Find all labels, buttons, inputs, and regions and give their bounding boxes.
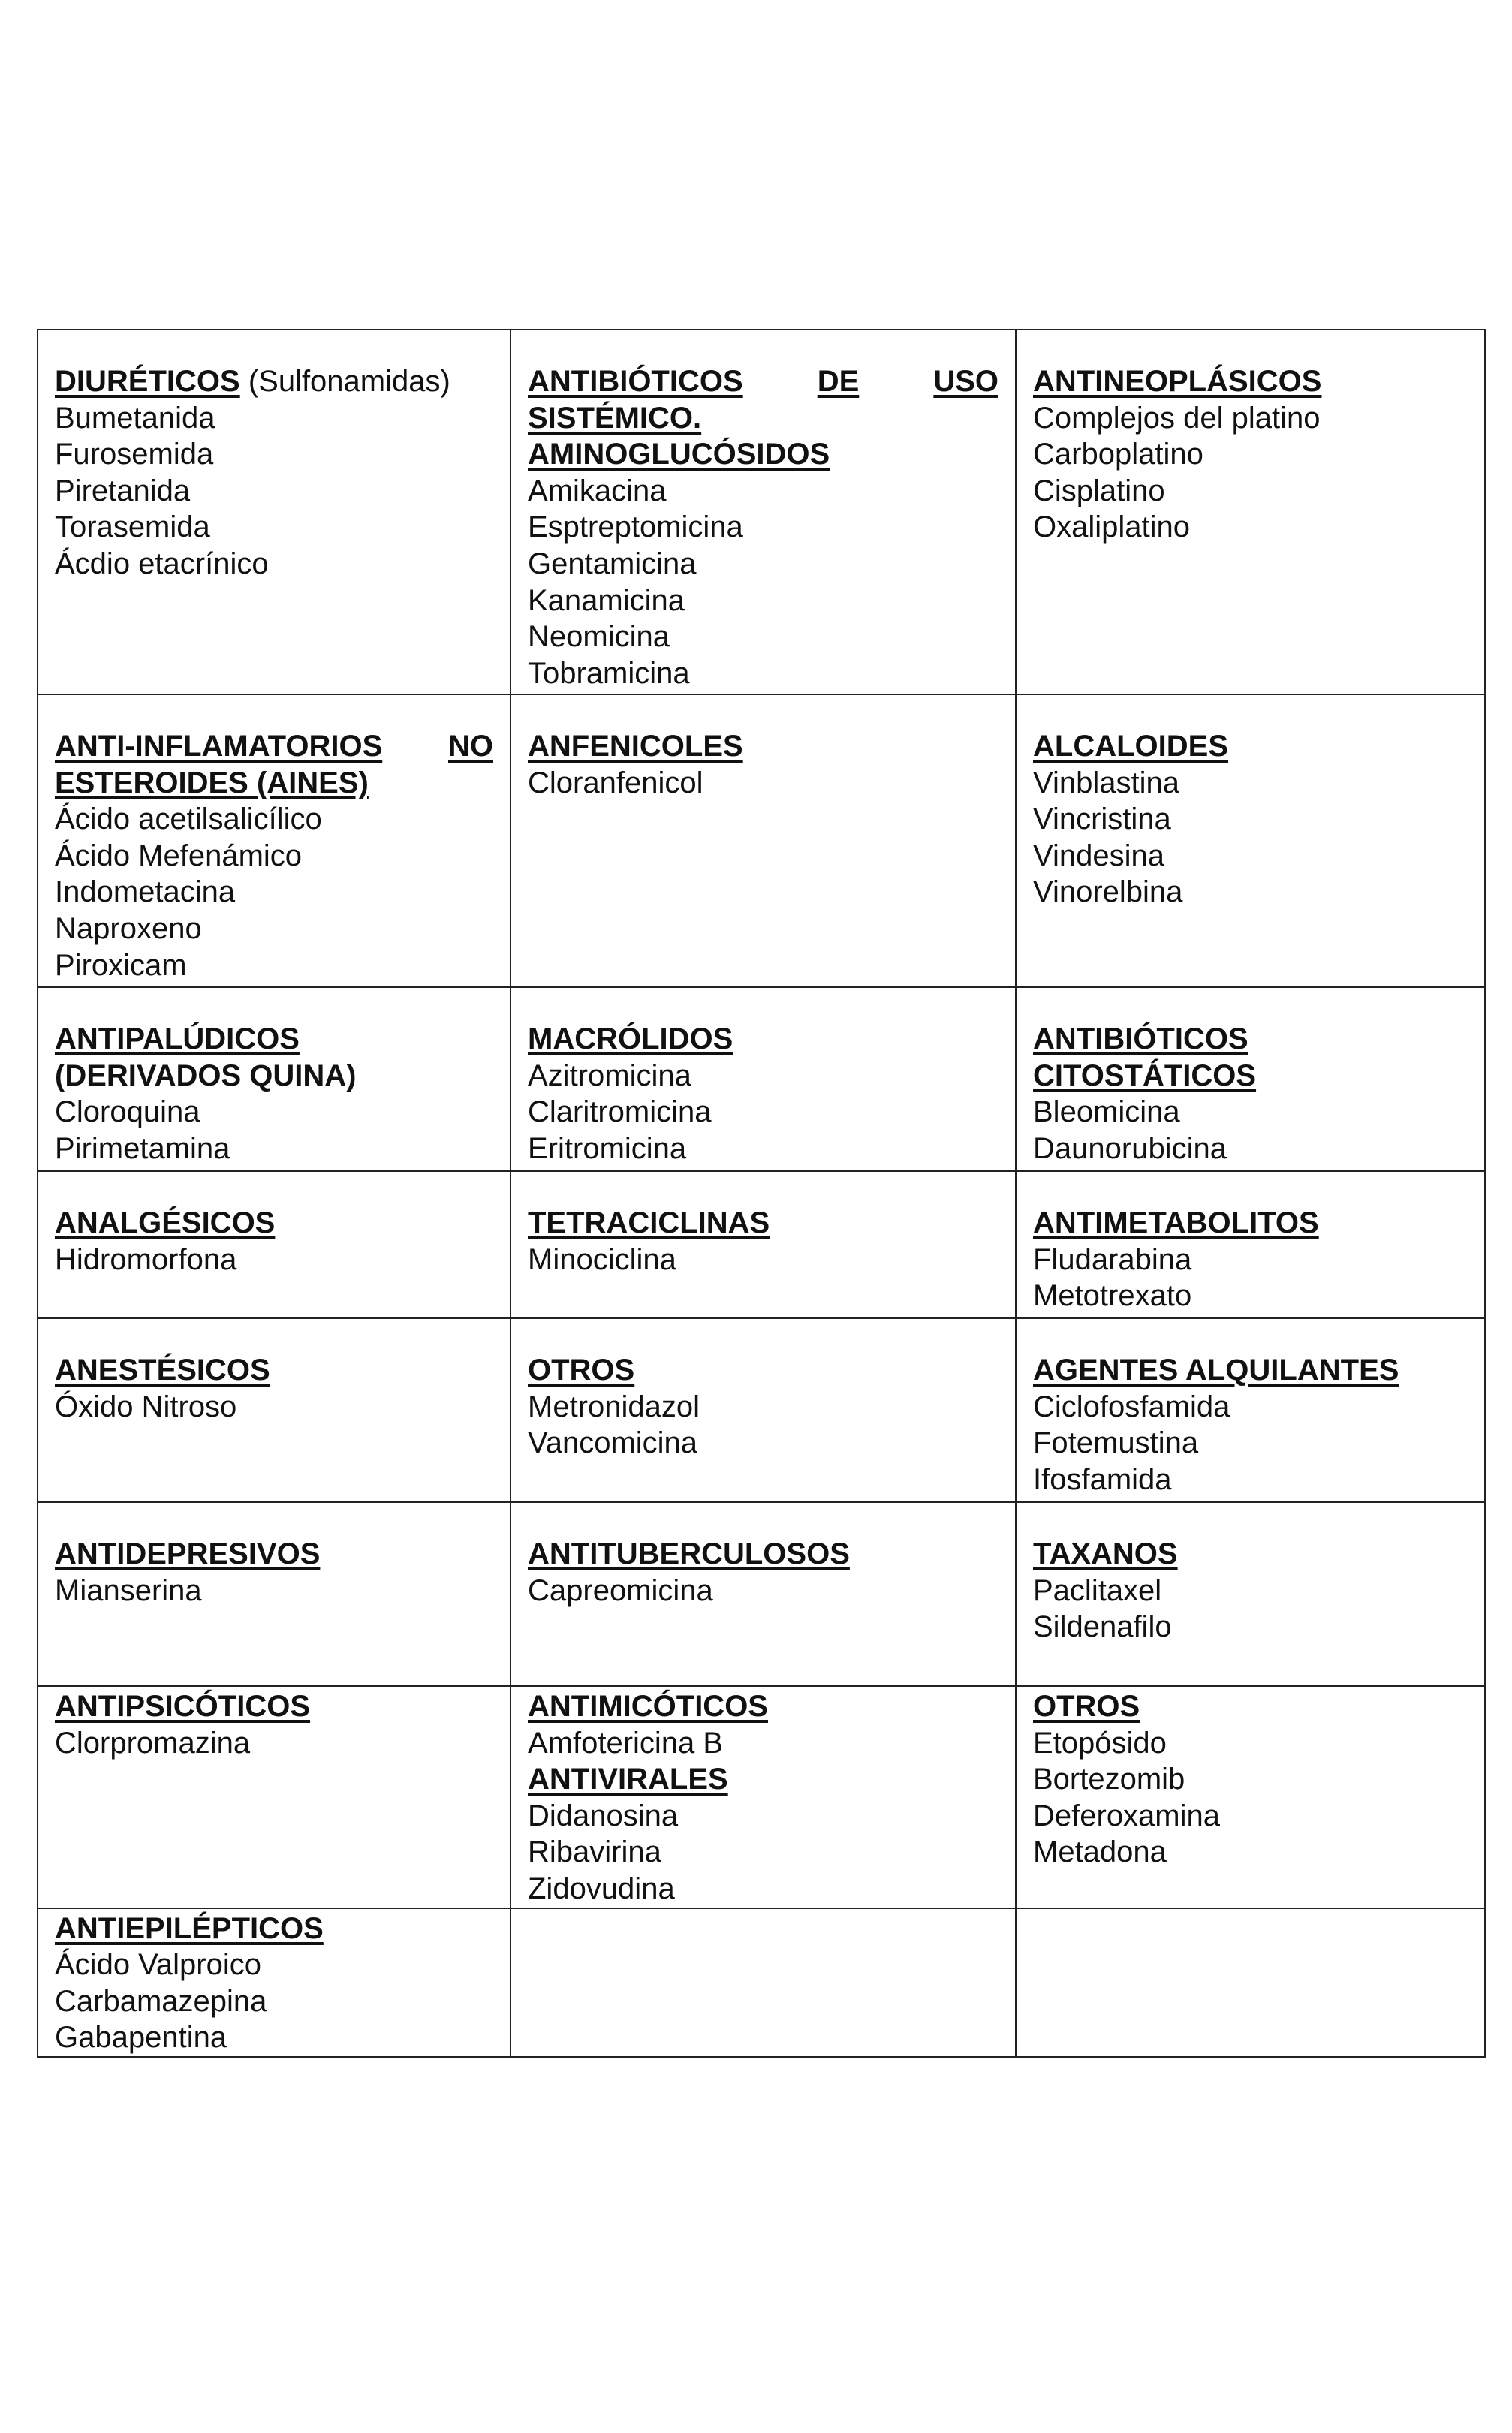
drug-item: Ifosfamida — [1033, 1462, 1172, 1496]
drug-item: Fludarabina — [1033, 1242, 1192, 1276]
drug-item: Piroxicam — [55, 948, 187, 982]
category-heading: CITOSTÁTICOS — [1033, 1058, 1257, 1092]
heading-word: ANTIBIÓTICOS — [528, 365, 743, 398]
drug-item: Naproxeno — [55, 911, 202, 945]
category-subheading: AMINOGLUCÓSIDOS — [528, 438, 830, 471]
drug-item: Metronidazol — [528, 1390, 700, 1423]
drug-item: Torasemida — [55, 510, 210, 544]
drug-item: Kanamicina — [528, 583, 685, 617]
category-heading: MACRÓLIDOS — [528, 1022, 733, 1055]
drug-item: Zidovudina — [528, 1871, 675, 1905]
drug-item: Minociclina — [528, 1242, 676, 1276]
heading-word: NO — [448, 730, 493, 763]
drug-item: Deferoxamina — [1033, 1799, 1221, 1832]
drug-list — [1033, 765, 1468, 911]
drug-list — [55, 1947, 493, 2056]
table-cell — [38, 330, 511, 694]
table-cell — [511, 694, 1016, 987]
heading-note: (Sulfonamidas) — [248, 365, 450, 398]
category-heading: ALCALOIDES — [1033, 730, 1228, 763]
drug-item: Sildenafilo — [1033, 1610, 1172, 1644]
table-cell — [1016, 1686, 1485, 1908]
table-cell — [511, 1686, 1016, 1908]
table-cell — [38, 1502, 511, 1686]
category-heading-justified — [528, 363, 998, 400]
category-heading: ANTITUBERCULOSOS — [528, 1537, 850, 1570]
drug-item: Vinorelbina — [1033, 875, 1183, 909]
drug-item: Cloroquina — [55, 1095, 200, 1129]
drug-item: Gabapentina — [55, 2021, 227, 2055]
heading-word: ANTI-INFLAMATORIOS — [55, 730, 383, 763]
drug-item: Paclitaxel — [1033, 1573, 1162, 1607]
drug-item: Carboplatino — [1033, 438, 1203, 471]
drug-item: Furosemida — [55, 438, 214, 471]
drug-list — [55, 1725, 493, 1762]
drug-item: Eritromicina — [528, 1131, 687, 1165]
drug-item: Etopósido — [1033, 1726, 1167, 1760]
table-cell — [38, 1686, 511, 1908]
drug-list — [528, 1725, 998, 1762]
table-cell — [511, 1171, 1016, 1318]
drug-item: Complejos del platino — [1033, 401, 1321, 435]
drug-item: Fotemustina — [1033, 1426, 1199, 1460]
table-cell — [511, 987, 1016, 1171]
drug-list — [55, 1389, 493, 1426]
table-row — [38, 694, 1485, 987]
drug-item: Vinblastina — [1033, 766, 1179, 799]
drug-item: Mianserina — [55, 1573, 202, 1607]
category-heading: DIURÉTICOS — [55, 365, 240, 398]
drug-item: Oxaliplatino — [1033, 510, 1191, 544]
table-cell — [1016, 694, 1485, 987]
drug-list — [55, 1242, 493, 1278]
drug-item: Óxido Nitroso — [55, 1390, 237, 1423]
drug-item: Ácdio etacrínico — [55, 547, 269, 580]
table-row — [38, 330, 1485, 694]
category-heading: ANTIVIRALES — [528, 1763, 728, 1796]
category-heading: ANTIEPILÉPTICOS — [55, 1911, 324, 1945]
drug-item: Vindesina — [1033, 839, 1164, 872]
drug-item: Ácido Mefenámico — [55, 839, 303, 872]
drug-list — [528, 1798, 998, 1908]
category-heading: OTROS — [1033, 1690, 1140, 1723]
table-cell — [1016, 1171, 1485, 1318]
category-heading: ANESTÉSICOS — [55, 1354, 270, 1387]
category-heading: ANTIPSICÓTICOS — [55, 1690, 311, 1723]
table-cell-empty — [1016, 1908, 1485, 2057]
table-cell — [38, 1318, 511, 1502]
drug-item: Ácido Valproico — [55, 1948, 261, 1982]
drug-item: Clorpromazina — [55, 1726, 251, 1760]
table-cell — [1016, 330, 1485, 694]
table-cell-empty — [511, 1908, 1016, 2057]
category-heading: ANTIBIÓTICOS — [1033, 1022, 1248, 1055]
category-heading-justified — [55, 728, 493, 765]
category-heading: ANTIMETABOLITOS — [1033, 1206, 1319, 1239]
drug-item: Ribavirina — [528, 1835, 661, 1869]
category-heading: TETRACICLINAS — [528, 1206, 770, 1239]
drug-item: Carbamazepina — [55, 1984, 267, 2018]
drug-item: Pirimetamina — [55, 1131, 230, 1165]
drug-item: Amikacina — [528, 474, 667, 507]
table-cell — [1016, 1318, 1485, 1502]
drug-list — [1033, 1242, 1468, 1314]
drug-list — [1033, 1389, 1468, 1498]
drug-item: Piretanida — [55, 474, 191, 507]
table-cell — [38, 694, 511, 987]
drug-item: Bleomicina — [1033, 1095, 1180, 1129]
drug-item: Didanosina — [528, 1799, 679, 1832]
category-heading: ANTIPALÚDICOS — [55, 1022, 300, 1055]
drug-list — [55, 1094, 493, 1167]
table-cell — [511, 1502, 1016, 1686]
category-heading: ANTIMICÓTICOS — [528, 1690, 768, 1723]
drug-item: Capreomicina — [528, 1573, 713, 1607]
category-heading: AGENTES ALQUILANTES — [1033, 1354, 1399, 1387]
drug-item: Neomicina — [528, 620, 670, 654]
heading-line — [55, 363, 493, 400]
table-cell — [1016, 1502, 1485, 1686]
category-heading: ANALGÉSICOS — [55, 1206, 276, 1239]
heading-word: DE — [817, 365, 860, 398]
drug-list — [1033, 1094, 1468, 1167]
drug-list — [1033, 400, 1468, 546]
drug-list — [55, 801, 493, 983]
category-heading: ANTINEOPLÁSICOS — [1033, 365, 1322, 398]
drug-classification-table — [37, 329, 1486, 2058]
table-row — [38, 1686, 1485, 1908]
drug-item: Metadona — [1033, 1835, 1167, 1869]
drug-item: Metotrexato — [1033, 1279, 1192, 1313]
drug-item: Ciclofosfamida — [1033, 1390, 1230, 1423]
drug-item: Vincristina — [1033, 802, 1171, 836]
table-cell — [1016, 987, 1485, 1171]
category-heading: SISTÉMICO. — [528, 401, 702, 435]
drug-item: Gentamicina — [528, 547, 697, 580]
table-cell — [38, 987, 511, 1171]
category-heading-note: (DERIVADOS QUINA) — [55, 1058, 357, 1092]
table-row — [38, 1502, 1485, 1686]
drug-list — [528, 1389, 998, 1462]
table-cell — [511, 1318, 1016, 1502]
category-heading: ANTIDEPRESIVOS — [55, 1537, 321, 1570]
drug-item: Ácido acetilsalicílico — [55, 802, 322, 836]
drug-list — [55, 400, 493, 583]
drug-item: Bumetanida — [55, 401, 215, 435]
category-heading: ANFENICOLES — [528, 730, 743, 763]
drug-item: Esptreptomicina — [528, 510, 743, 544]
drug-list — [55, 1573, 493, 1609]
heading-word: USO — [933, 365, 998, 398]
table-cell — [38, 1908, 511, 2057]
drug-list — [528, 765, 998, 802]
drug-item: Bortezomib — [1033, 1763, 1185, 1796]
drug-list — [528, 473, 998, 692]
table-cell — [511, 330, 1016, 694]
drug-item: Tobramicina — [528, 656, 690, 690]
drug-item: Azitromicina — [528, 1058, 691, 1092]
table-row — [38, 1318, 1485, 1502]
drug-list — [528, 1573, 998, 1609]
drug-list — [1033, 1573, 1468, 1646]
category-heading: OTROS — [528, 1354, 635, 1387]
drug-list — [528, 1058, 998, 1167]
drug-item: Claritromicina — [528, 1095, 712, 1129]
drug-item: Hidromorfona — [55, 1242, 237, 1276]
drug-list — [1033, 1725, 1468, 1871]
table-row — [38, 1908, 1485, 2057]
category-heading: ESTEROIDES (AINES) — [55, 766, 369, 799]
table-row — [38, 987, 1485, 1171]
table-row — [38, 1171, 1485, 1318]
drug-list — [528, 1242, 998, 1278]
drug-item: Amfotericina B — [528, 1726, 724, 1760]
table-cell — [38, 1171, 511, 1318]
drug-item: Cisplatino — [1033, 474, 1165, 507]
drug-item: Daunorubicina — [1033, 1131, 1227, 1165]
drug-item: Cloranfenicol — [528, 766, 703, 799]
drug-item: Vancomicina — [528, 1426, 698, 1460]
category-heading: TAXANOS — [1033, 1537, 1178, 1570]
drug-item: Indometacina — [55, 875, 236, 909]
